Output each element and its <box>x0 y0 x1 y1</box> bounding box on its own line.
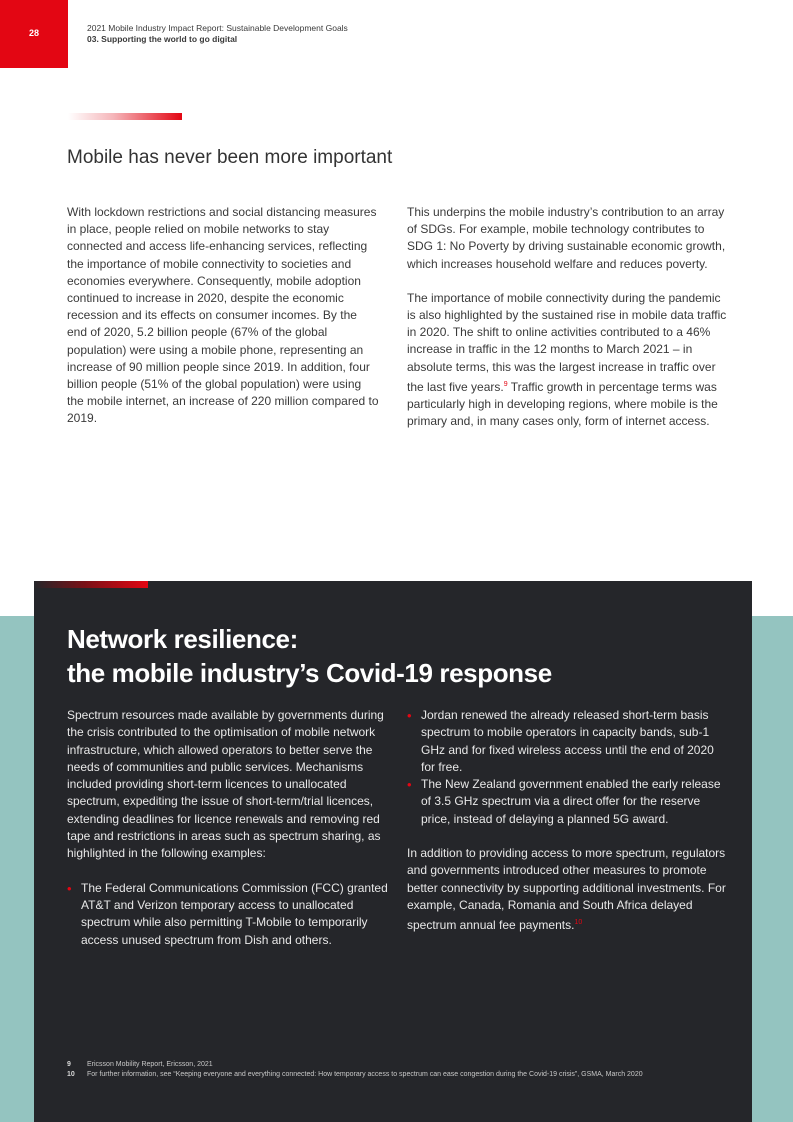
footnote-text: Ericsson Mobility Report, Ericsson, 2021 <box>87 1061 213 1068</box>
panel-title <box>67 622 687 690</box>
section-title: Mobile has never been more important <box>67 147 393 168</box>
footnote-text: For further information, see “Keeping everyone and everything connected: How temporary access to spectrum can ease congestion during the Covid-19 crisis”, GSMA, March 2020 <box>87 1071 643 1078</box>
panel-right-paragraph-text: In addition to providing access to more spectrum, regulators and governments introduced other measures to promote better connectivity by supporting additional investments. For example, Canada, Romania and South Africa delayed spectrum annual fee payments. <box>407 846 726 933</box>
panel-left-column <box>67 707 389 949</box>
panel-title-line-2: the mobile industry’s Covid-19 response <box>67 658 552 688</box>
right-paragraph-2-text: The importance of mobile connectivity during the pandemic is also highlighted by the sustained rise in mobile data traffic in 2020. The shift to online activities contributed to a 46% increase in traffic in the 12 months to March 2021 – in absolute terms, this was the largest increase in traffic over the last five years. <box>407 290 727 394</box>
list-item: • Jordan renewed the already released short-term basis spectrum to mobile operators in capacity bands, sub-1 GHz and for fixed wireless access until the end of 2020 for free. <box>407 707 729 776</box>
left-paragraph: With lockdown restrictions and social distancing measures in place, people relied on mobile networks to stay connected and access life-enhancing services, reflecting the importance of mobile connectivity to societies and economies everywhere. Consequently, mobile adoption continued to increase in 2020, despite the economic recession and its effects on consumer incomes. By the end of 2020, 5.2 billion people (67% of the global population) were using a mobile phone, representing an increase of 90 million people since 2019. In addition, four billion people (51% of the global population) were using the mobile internet, an increase of 220 million compared to 2019. <box>67 205 379 426</box>
footnote <box>67 1060 747 1070</box>
panel-right-paragraph <box>407 845 729 934</box>
footnote-number: 9 <box>67 1061 71 1068</box>
panel-accent-bar <box>34 581 148 588</box>
footnote-number: 10 <box>67 1071 75 1078</box>
footnote-ref-10[interactable]: 10 <box>574 919 583 927</box>
footnotes <box>67 1060 747 1080</box>
list-item: • The Federal Communications Commission (FCC) granted AT&T and Verizon temporary access to unallocated spectrum while also permitting T-Mobile to temporarily access unused spectrum from Dish and others. <box>67 880 389 949</box>
list-item: • The New Zealand government enabled the early release of 3.5 GHz spectrum via a direct offer for the reserve price, instead of delaying a planned 5G award. <box>407 776 729 828</box>
panel-bullet-list-left <box>67 880 389 949</box>
report-title: 2021 Mobile Industry Impact Report: Sustainable Development Goals <box>87 23 348 33</box>
right-paragraph-2 <box>407 290 727 431</box>
page-number: 28 <box>28 28 39 38</box>
panel-right-column <box>407 707 729 935</box>
right-paragraph-2-cont: Traffic growth in percentage terms was particularly high in developing regions, where mobile is the primary and, in many cases only, form of internet access. <box>407 379 718 429</box>
right-column <box>407 204 727 430</box>
footnote-ref-9[interactable]: 9 <box>503 380 508 388</box>
footnote <box>67 1070 747 1080</box>
right-paragraph-1: This underpins the mobile industry’s contribution to an array of SDGs. For example, mobile technology contributes to SDG 1: No Poverty by driving sustainable economic growth, which increases household welfare and reduces poverty. <box>407 205 726 271</box>
panel-title-line-1: Network resilience: <box>67 624 298 654</box>
panel-bullet-list-right <box>407 707 729 828</box>
section-accent-bar <box>68 113 182 120</box>
panel-left-paragraph: Spectrum resources made available by governments during the crisis contributed to the optimisation of mobile network infrastructure, which allowed operators to better serve the needs of communities and public services. Mechanisms included providing short-term licences to unallocated spectrum, expediting the issue of short-term/trial licences, extending deadlines for licence renewals and removing red tape and restrictions in areas such as spectrum sharing, as highlighted in the following examples: <box>67 708 384 861</box>
chapter-title: 03. Supporting the world to go digital <box>87 34 238 44</box>
left-column <box>67 204 379 428</box>
